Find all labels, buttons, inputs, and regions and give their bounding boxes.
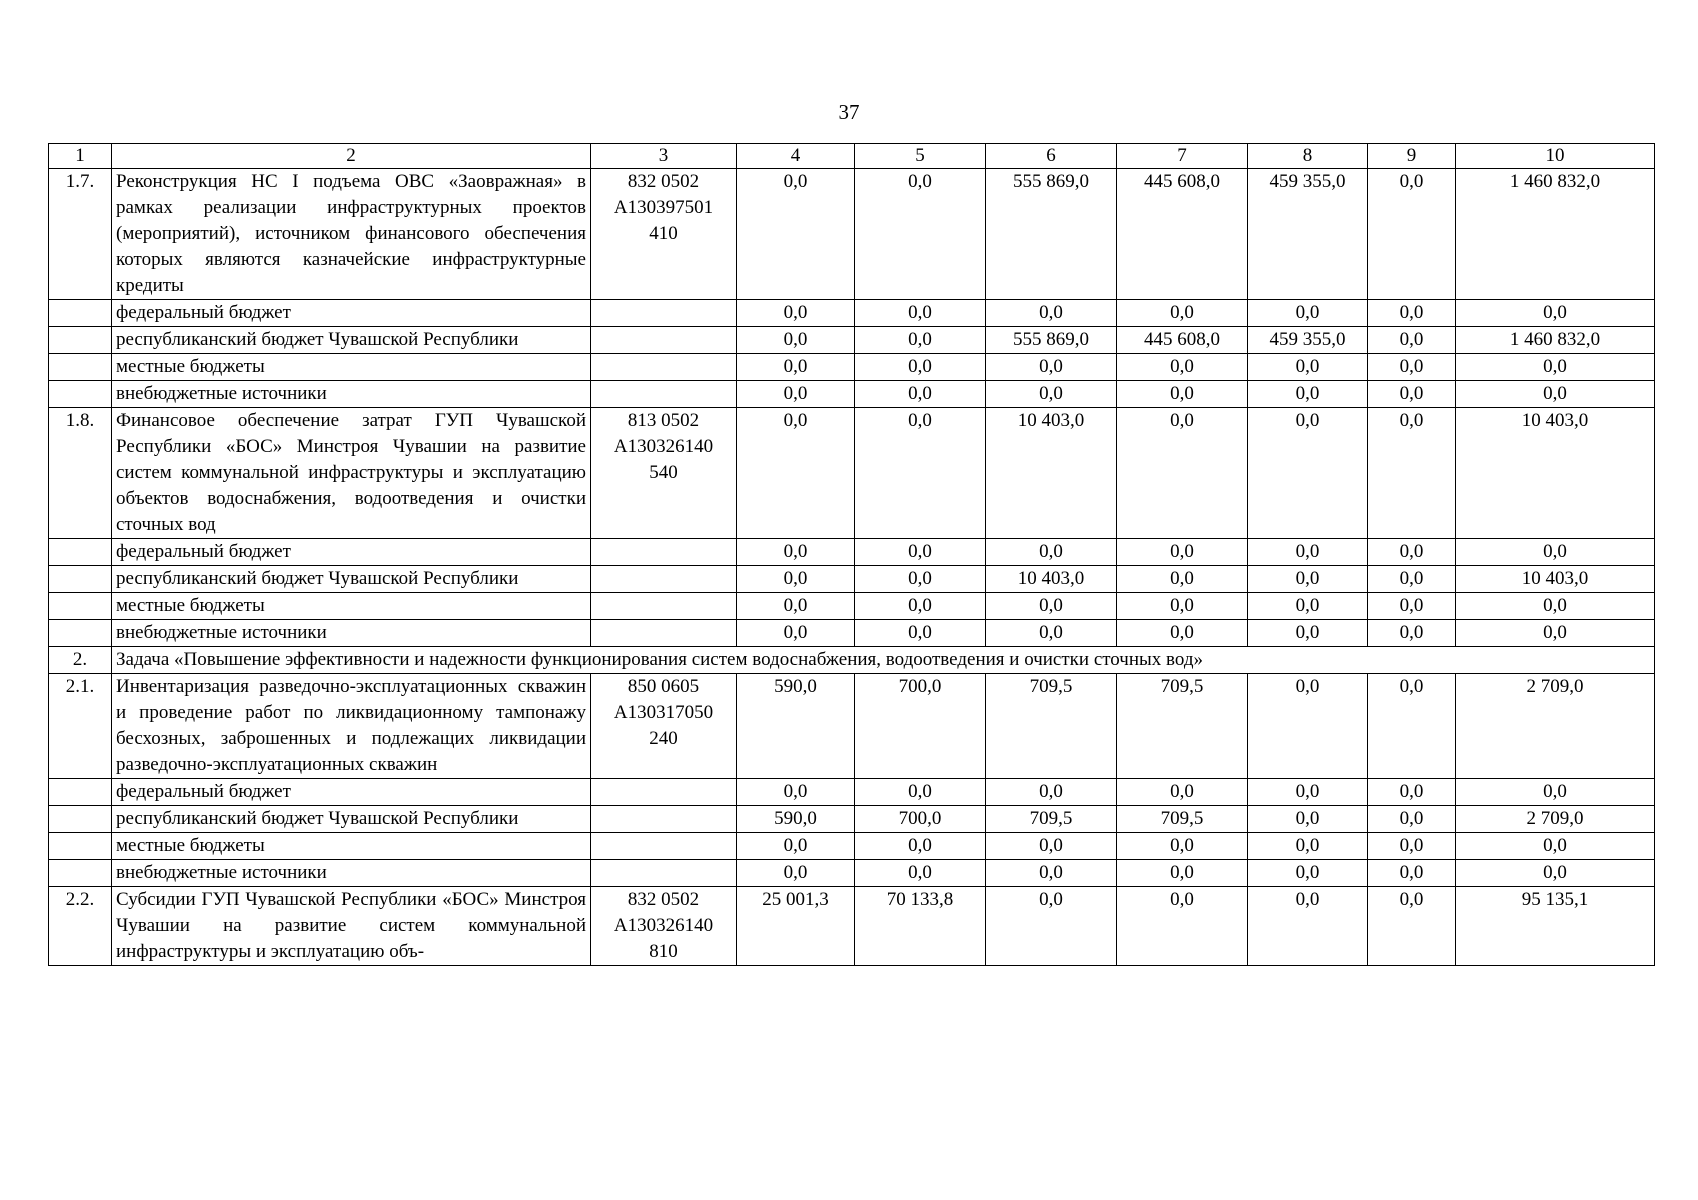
budget-code-line: A130326140 <box>613 436 714 457</box>
value-cell: 0,0 <box>1368 833 1456 860</box>
empty-cell <box>591 593 737 620</box>
value-cell: 0,0 <box>737 779 855 806</box>
budget-code-line: 540 <box>649 462 678 483</box>
value-cell: 0,0 <box>855 566 986 593</box>
value-cell: 0,0 <box>1248 300 1368 327</box>
value-cell: 0,0 <box>1456 354 1655 381</box>
value-cell: 10 403,0 <box>986 408 1117 539</box>
funding-source-row <box>49 833 1655 860</box>
column-number: 6 <box>986 144 1117 169</box>
column-number-row <box>49 144 1655 169</box>
funding-source-label: федеральный бюджет <box>112 300 591 327</box>
funding-source-row <box>49 381 1655 408</box>
value-cell: 0,0 <box>855 620 986 647</box>
value-cell: 0,0 <box>1248 860 1368 887</box>
column-number: 7 <box>1117 144 1248 169</box>
funding-source-label: местные бюджеты <box>112 833 591 860</box>
value-cell: 590,0 <box>737 674 855 779</box>
funding-source-label: внебюджетные источники <box>112 860 591 887</box>
funding-source-row <box>49 620 1655 647</box>
empty-cell <box>49 566 112 593</box>
empty-cell <box>49 300 112 327</box>
empty-cell <box>591 539 737 566</box>
value-cell: 555 869,0 <box>986 327 1117 354</box>
budget-code-line: 410 <box>649 223 678 244</box>
value-cell: 0,0 <box>1368 860 1456 887</box>
item-name: Реконструкция НС I подъема ОВС «Заовражная» в рамках реализации инфраструктурных проектов (мероприятий), источником финансового обеспечения которых являются казначейские инфраструктурные кредиты <box>112 169 591 300</box>
column-number: 9 <box>1368 144 1456 169</box>
funding-source-row <box>49 593 1655 620</box>
budget-code-line: A130326140 <box>613 915 714 936</box>
value-cell: 0,0 <box>737 354 855 381</box>
value-cell: 0,0 <box>1117 860 1248 887</box>
budget-code-line: 240 <box>649 728 678 749</box>
value-cell: 0,0 <box>855 408 986 539</box>
empty-cell <box>591 566 737 593</box>
budget-code <box>591 408 737 539</box>
value-cell: 0,0 <box>737 593 855 620</box>
value-cell: 709,5 <box>986 674 1117 779</box>
value-cell: 0,0 <box>1248 566 1368 593</box>
budget-code-line: A130317050 <box>613 702 714 723</box>
value-cell: 0,0 <box>1117 381 1248 408</box>
column-number: 2 <box>112 144 591 169</box>
budget-code-line: 850 0605 <box>627 676 700 697</box>
value-cell: 25 001,3 <box>737 887 855 966</box>
value-cell: 0,0 <box>1248 674 1368 779</box>
value-cell: 0,0 <box>855 381 986 408</box>
value-cell: 0,0 <box>1456 539 1655 566</box>
value-cell: 0,0 <box>1456 381 1655 408</box>
value-cell: 0,0 <box>1368 300 1456 327</box>
value-cell: 0,0 <box>855 169 986 300</box>
value-cell: 0,0 <box>1248 408 1368 539</box>
funding-source-row <box>49 539 1655 566</box>
empty-cell <box>49 354 112 381</box>
value-cell: 0,0 <box>986 833 1117 860</box>
value-cell: 459 355,0 <box>1248 327 1368 354</box>
value-cell: 0,0 <box>737 833 855 860</box>
value-cell: 0,0 <box>1368 327 1456 354</box>
value-cell: 0,0 <box>986 593 1117 620</box>
funding-source-row <box>49 779 1655 806</box>
funding-source-label: республиканский бюджет Чувашской Республики <box>112 806 591 833</box>
value-cell: 0,0 <box>986 620 1117 647</box>
value-cell: 0,0 <box>1248 539 1368 566</box>
value-cell: 555 869,0 <box>986 169 1117 300</box>
value-cell: 0,0 <box>737 300 855 327</box>
value-cell: 459 355,0 <box>1248 169 1368 300</box>
funding-source-label: местные бюджеты <box>112 593 591 620</box>
funding-source-label: республиканский бюджет Чувашской Республики <box>112 566 591 593</box>
task-row <box>49 647 1655 674</box>
value-cell: 0,0 <box>1368 593 1456 620</box>
value-cell: 0,0 <box>737 539 855 566</box>
value-cell: 0,0 <box>986 539 1117 566</box>
value-cell: 0,0 <box>1117 300 1248 327</box>
table-row <box>49 169 1655 300</box>
empty-cell <box>591 381 737 408</box>
value-cell: 0,0 <box>1117 539 1248 566</box>
value-cell: 10 403,0 <box>1456 566 1655 593</box>
empty-cell <box>49 539 112 566</box>
value-cell: 0,0 <box>1117 566 1248 593</box>
table-body <box>49 144 1655 966</box>
value-cell: 0,0 <box>1248 779 1368 806</box>
value-cell: 0,0 <box>1117 408 1248 539</box>
empty-cell <box>49 620 112 647</box>
empty-cell <box>49 806 112 833</box>
value-cell: 0,0 <box>737 566 855 593</box>
value-cell: 0,0 <box>737 620 855 647</box>
value-cell: 0,0 <box>737 169 855 300</box>
value-cell: 0,0 <box>737 327 855 354</box>
value-cell: 0,0 <box>986 887 1117 966</box>
value-cell: 0,0 <box>1368 887 1456 966</box>
value-cell: 0,0 <box>986 354 1117 381</box>
value-cell: 0,0 <box>1248 354 1368 381</box>
value-cell: 0,0 <box>855 833 986 860</box>
value-cell: 2 709,0 <box>1456 806 1655 833</box>
value-cell: 0,0 <box>1117 593 1248 620</box>
item-number: 1.8. <box>49 408 112 539</box>
value-cell: 0,0 <box>1368 539 1456 566</box>
column-number: 1 <box>49 144 112 169</box>
value-cell: 0,0 <box>1368 674 1456 779</box>
value-cell: 0,0 <box>1456 620 1655 647</box>
table-row <box>49 674 1655 779</box>
value-cell: 0,0 <box>855 779 986 806</box>
empty-cell <box>49 381 112 408</box>
funding-source-row <box>49 300 1655 327</box>
value-cell: 0,0 <box>855 327 986 354</box>
budget-code <box>591 887 737 966</box>
value-cell: 0,0 <box>1456 593 1655 620</box>
item-number: 2.2. <box>49 887 112 966</box>
value-cell: 0,0 <box>1456 779 1655 806</box>
funding-source-row <box>49 354 1655 381</box>
funding-source-row <box>49 806 1655 833</box>
value-cell: 0,0 <box>855 860 986 887</box>
column-number: 4 <box>737 144 855 169</box>
task-text: Задача «Повышение эффективности и надежности функционирования систем водоснабжения, водоотведения и очистки сточных вод» <box>112 647 1655 674</box>
value-cell: 0,0 <box>855 300 986 327</box>
budget-code-line: A130397501 <box>613 197 714 218</box>
value-cell: 0,0 <box>855 354 986 381</box>
budget-code-line: 813 0502 <box>627 410 700 431</box>
budget-code-line: 810 <box>649 941 678 962</box>
value-cell: 2 709,0 <box>1456 674 1655 779</box>
empty-cell <box>591 354 737 381</box>
empty-cell <box>591 806 737 833</box>
column-number: 10 <box>1456 144 1655 169</box>
value-cell: 0,0 <box>1117 354 1248 381</box>
funding-source-label: местные бюджеты <box>112 354 591 381</box>
value-cell: 0,0 <box>737 408 855 539</box>
value-cell: 0,0 <box>1368 354 1456 381</box>
value-cell: 0,0 <box>737 381 855 408</box>
value-cell: 709,5 <box>1117 674 1248 779</box>
value-cell: 709,5 <box>986 806 1117 833</box>
value-cell: 0,0 <box>737 860 855 887</box>
value-cell: 1 460 832,0 <box>1456 169 1655 300</box>
empty-cell <box>591 833 737 860</box>
empty-cell <box>49 833 112 860</box>
value-cell: 0,0 <box>1456 300 1655 327</box>
value-cell: 0,0 <box>855 539 986 566</box>
value-cell: 10 403,0 <box>986 566 1117 593</box>
table-row <box>49 408 1655 539</box>
empty-cell <box>49 779 112 806</box>
budget-table <box>48 143 1655 966</box>
item-number: 2.1. <box>49 674 112 779</box>
value-cell: 0,0 <box>1248 806 1368 833</box>
column-number: 8 <box>1248 144 1368 169</box>
value-cell: 0,0 <box>1368 408 1456 539</box>
value-cell: 0,0 <box>1248 381 1368 408</box>
value-cell: 0,0 <box>986 300 1117 327</box>
item-name: Субсидии ГУП Чувашской Республики «БОС» Минстроя Чувашии на развитие систем коммунальной инфраструктуры и эксплуатацию объ- <box>112 887 591 966</box>
item-name: Финансовое обеспечение затрат ГУП Чувашской Республики «БОС» Минстроя Чувашии на развитие систем коммунальной инфраструктуры и эксплуатацию объектов водоснабжения, водоотведения и очистки сточных вод <box>112 408 591 539</box>
value-cell: 445 608,0 <box>1117 327 1248 354</box>
empty-cell <box>591 779 737 806</box>
budget-code <box>591 674 737 779</box>
value-cell: 0,0 <box>855 593 986 620</box>
empty-cell <box>591 327 737 354</box>
funding-source-row <box>49 860 1655 887</box>
value-cell: 445 608,0 <box>1117 169 1248 300</box>
value-cell: 0,0 <box>1368 169 1456 300</box>
value-cell: 0,0 <box>1368 779 1456 806</box>
funding-source-label: федеральный бюджет <box>112 779 591 806</box>
value-cell: 0,0 <box>1248 620 1368 647</box>
funding-source-row <box>49 327 1655 354</box>
empty-cell <box>49 860 112 887</box>
value-cell: 0,0 <box>1117 887 1248 966</box>
empty-cell <box>49 593 112 620</box>
value-cell: 0,0 <box>1368 806 1456 833</box>
column-number: 5 <box>855 144 986 169</box>
value-cell: 0,0 <box>1117 620 1248 647</box>
budget-code-line: 832 0502 <box>627 889 700 910</box>
value-cell: 700,0 <box>855 806 986 833</box>
funding-source-label: федеральный бюджет <box>112 539 591 566</box>
empty-cell <box>591 620 737 647</box>
value-cell: 0,0 <box>1117 833 1248 860</box>
value-cell: 590,0 <box>737 806 855 833</box>
empty-cell <box>591 300 737 327</box>
column-number: 3 <box>591 144 737 169</box>
value-cell: 0,0 <box>986 860 1117 887</box>
value-cell: 0,0 <box>1368 381 1456 408</box>
value-cell: 0,0 <box>1248 887 1368 966</box>
item-number: 1.7. <box>49 169 112 300</box>
value-cell: 0,0 <box>1456 833 1655 860</box>
item-name: Инвентаризация разведочно-эксплуатационных скважин и проведение работ по ликвидационному тампонажу бесхозных, заброшенных и подлежащих ликвидации разведочно-эксплуатационных скважин <box>112 674 591 779</box>
value-cell: 10 403,0 <box>1456 408 1655 539</box>
value-cell: 0,0 <box>1248 593 1368 620</box>
value-cell: 0,0 <box>1456 860 1655 887</box>
funding-source-label: внебюджетные источники <box>112 620 591 647</box>
empty-cell <box>591 860 737 887</box>
value-cell: 0,0 <box>986 779 1117 806</box>
value-cell: 0,0 <box>1368 620 1456 647</box>
value-cell: 709,5 <box>1117 806 1248 833</box>
funding-source-label: внебюджетные источники <box>112 381 591 408</box>
table-row <box>49 887 1655 966</box>
funding-source-label: республиканский бюджет Чувашской Республики <box>112 327 591 354</box>
empty-cell <box>49 327 112 354</box>
task-number: 2. <box>49 647 112 674</box>
value-cell: 0,0 <box>1248 833 1368 860</box>
funding-source-row <box>49 566 1655 593</box>
value-cell: 0,0 <box>986 381 1117 408</box>
page-number: 37 <box>838 100 860 124</box>
budget-code <box>591 169 737 300</box>
value-cell: 700,0 <box>855 674 986 779</box>
value-cell: 1 460 832,0 <box>1456 327 1655 354</box>
value-cell: 0,0 <box>1117 779 1248 806</box>
budget-code-line: 832 0502 <box>627 171 700 192</box>
value-cell: 0,0 <box>1368 566 1456 593</box>
value-cell: 95 135,1 <box>1456 887 1655 966</box>
value-cell: 70 133,8 <box>855 887 986 966</box>
